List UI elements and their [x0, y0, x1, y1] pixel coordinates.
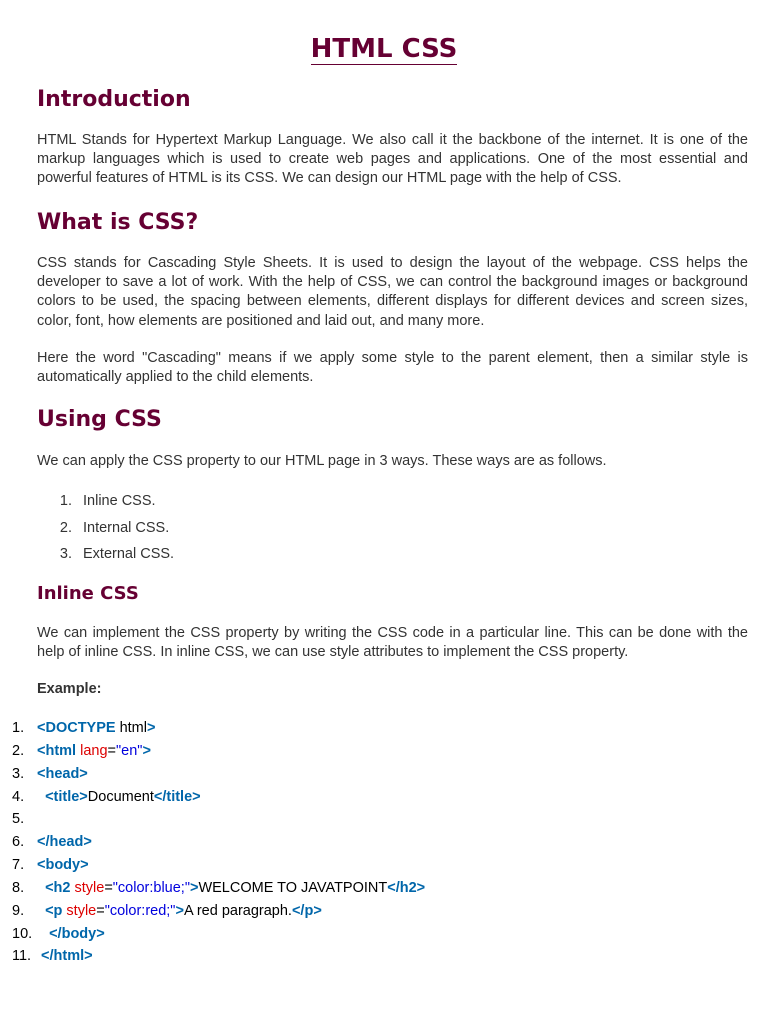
code-token-txt: WELCOME TO JAVATPOINT	[198, 879, 388, 896]
code-token-txt: =	[104, 879, 113, 896]
code-line-source	[37, 901, 322, 921]
code-token-tag: >	[189, 879, 199, 896]
code-token-txt	[37, 789, 45, 805]
code-line-source	[37, 946, 93, 966]
page-title-text: HTML CSS	[310, 34, 458, 64]
code-token-val: "color:red;"	[104, 902, 176, 919]
code-token-tag: >	[175, 902, 184, 919]
page-title	[0, 32, 768, 66]
code-token-attr: lang	[80, 742, 108, 759]
code-token-tag: <p	[45, 902, 63, 919]
code-token-tag: >	[142, 742, 151, 759]
code-line-number: 6.	[12, 834, 25, 851]
code-line-number: 5.	[12, 811, 25, 828]
code-token-txt: Document	[87, 788, 154, 805]
code-token-tag: </html>	[41, 948, 93, 965]
code-token-tag: <body>	[37, 857, 89, 874]
code-token-txt	[37, 926, 49, 942]
code-line-source	[37, 787, 201, 807]
code-line-source	[37, 741, 151, 761]
code-token-txt	[37, 880, 45, 896]
code-token-tag: </h2>	[387, 879, 426, 896]
code-token-txt: A red paragraph.	[183, 902, 292, 919]
code-token-val: "en"	[116, 742, 143, 759]
heading-using-css: Using CSS	[37, 407, 162, 432]
code-token-txt	[37, 903, 45, 919]
code-line-source	[37, 855, 89, 875]
heading-inline-css: Inline CSS	[37, 583, 139, 604]
code-line-source	[37, 832, 92, 852]
code-token-txt: html	[115, 720, 147, 736]
code-token-txt: =	[107, 742, 116, 759]
code-token-tag: <DOCTYPE	[37, 720, 116, 736]
code-line-number: 11.	[12, 948, 32, 965]
code-line-number: 7.	[12, 857, 25, 874]
code-line-source	[37, 924, 105, 944]
code-line-number: 2.	[12, 742, 25, 759]
code-token-attr: style	[74, 879, 105, 896]
code-line-source	[37, 718, 155, 738]
code-token-tag: <html	[37, 742, 77, 759]
what-is-css-paragraph: CSS stands for Cascading Style Sheets. It is used to design the layout of the webpage. CSS helps the developer to save a lot of work. With the help of CSS, we can control the background images or background colors to be used, the spacing between elements, different displays for different devices and screen sizes, color, font, how elements are positioned and laid out, and many more.	[37, 255, 748, 329]
code-line-number: 8.	[12, 879, 25, 896]
cascading-paragraph: Here the word "Cascading" means if we apply some style to the parent element, then a similar style is automatically applied to the child elements.	[37, 350, 748, 386]
code-line-number: 1.	[12, 720, 25, 736]
code-token-tag: </title>	[153, 788, 201, 805]
code-token-attr: style	[66, 902, 97, 919]
using-css-paragraph: We can apply the CSS property to our HTML page in 3 ways. These ways are as follows.	[37, 453, 607, 469]
code-line-number: 4.	[12, 788, 25, 805]
code-line-source	[37, 878, 425, 898]
code-token-tag: <h2	[45, 879, 71, 896]
code-token-tag: </body>	[49, 925, 105, 942]
code-token-tag: <head>	[37, 765, 88, 782]
inline-css-paragraph: We can implement the CSS property by writing the CSS code in a particular line. This can be done with the help of inline CSS. In inline CSS, we can use style attributes to implement the CSS property.	[37, 625, 748, 661]
code-line-number: 9.	[12, 902, 25, 919]
code-token-val: "color:blue;"	[112, 879, 190, 896]
code-token-tag: </p>	[291, 902, 322, 919]
code-line-source	[37, 764, 88, 784]
code-line-number: 10.	[12, 925, 33, 942]
code-line-number: 3.	[12, 765, 25, 782]
code-token-tag: <title>	[45, 788, 88, 805]
heading-introduction: Introduction	[37, 87, 191, 112]
code-token-tag: >	[146, 720, 156, 736]
code-token-txt: =	[96, 902, 105, 919]
heading-what-is-css: What is CSS?	[37, 210, 199, 235]
intro-paragraph: HTML Stands for Hypertext Markup Language. We also call it the backbone of the internet. It is one of the markup languages which is used to create web pages and applications. One of the most essential and powerful features of HTML is its CSS. We can design our HTML page with the help of CSS.	[37, 132, 748, 187]
example-label: Example:	[37, 681, 102, 697]
code-token-tag: </head>	[37, 834, 92, 851]
